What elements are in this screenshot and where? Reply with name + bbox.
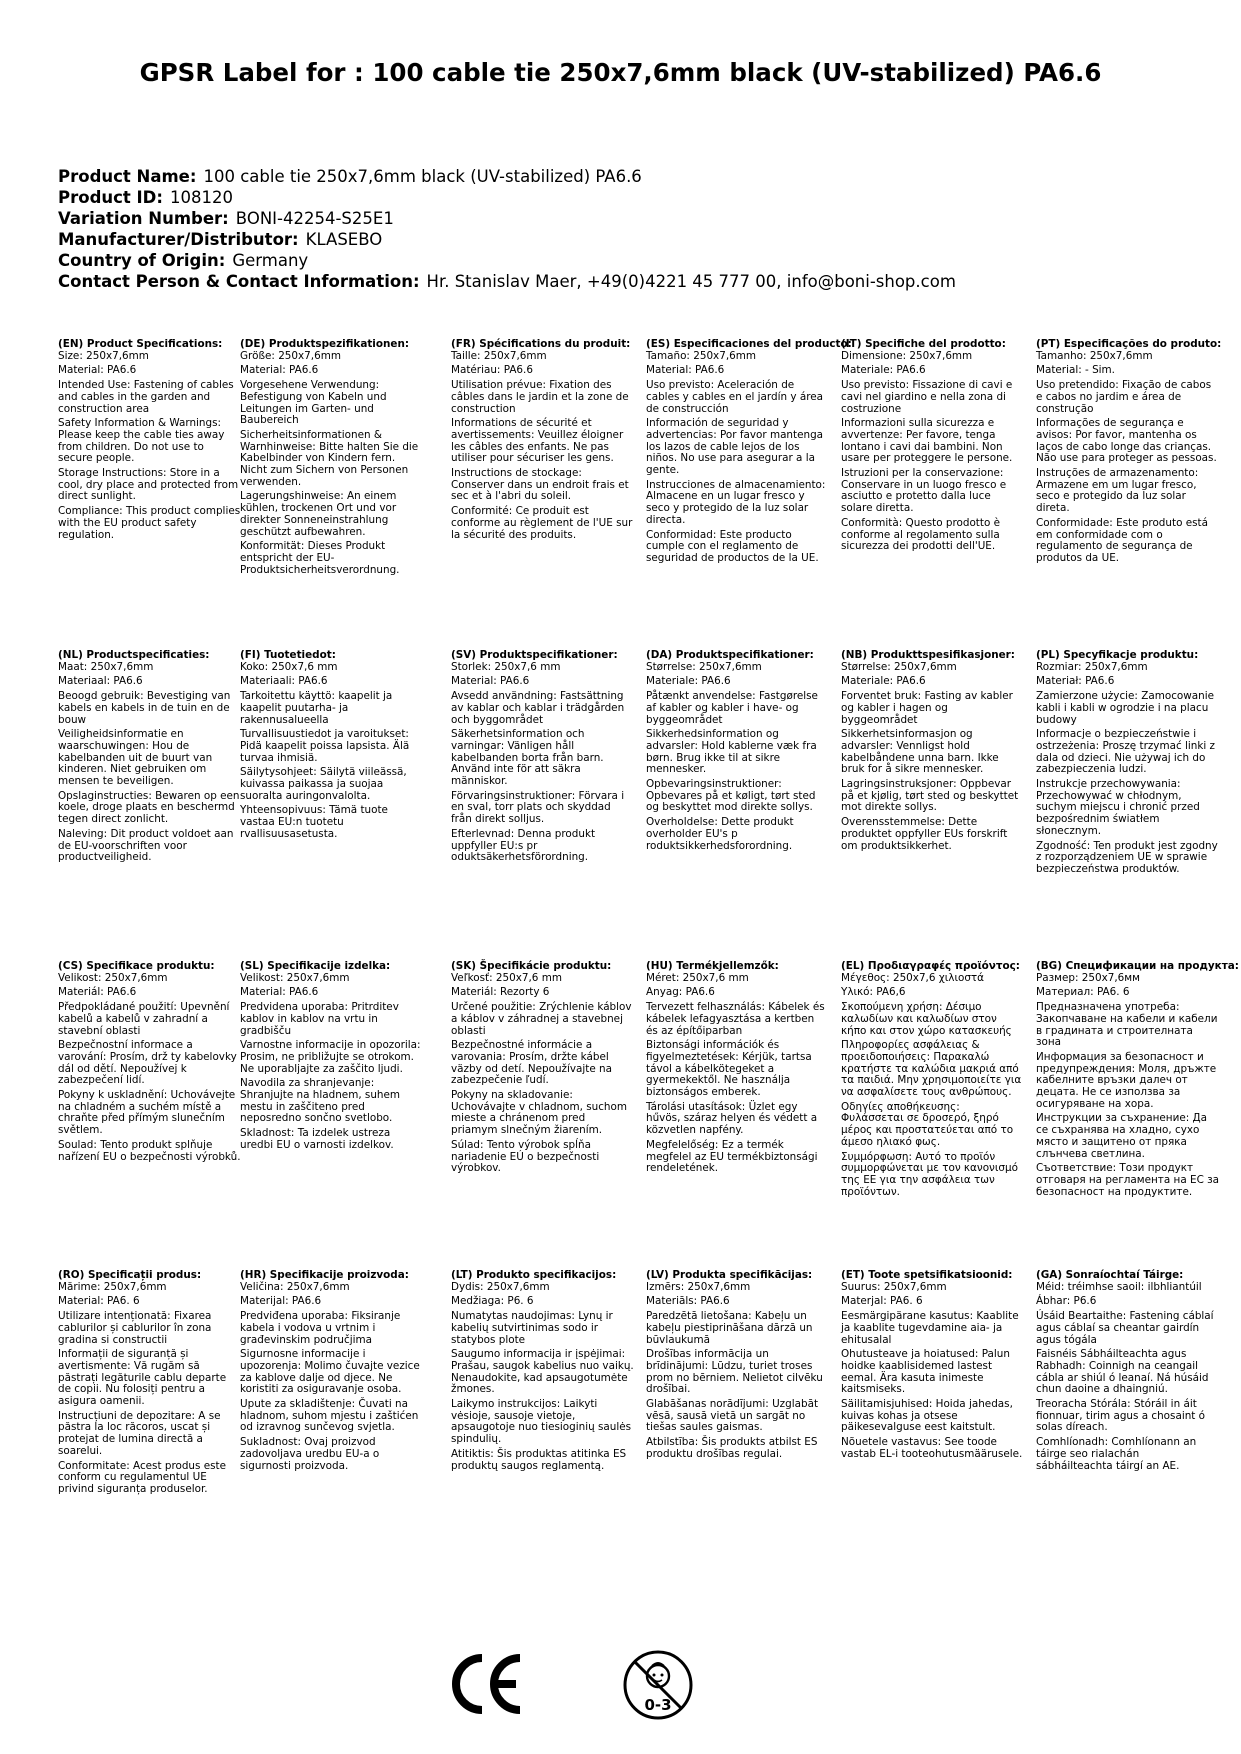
spec-line: Bezpečnostní informace a varování: Prosím, drž ty kabelovky dál od dětí. Nepoužívej k zabezpečení lidí. — [58, 1039, 237, 1087]
spec-line: Съответствие: Този продукт отговаря на регламента на ЕС за безопасност на продуктите. — [1036, 1162, 1220, 1198]
spec-line: Størrelse: 250x7,6mm — [841, 660, 957, 673]
spec-line: Instrukcje przechowywania: Przechowywać w chłodnym, suchym miejscu i chronić przed bezpośrednim światłem słonecznym. — [1036, 778, 1200, 837]
spec-line: Drošības informācija un brīdinājumi: Lūdzu, turiet troses prom no bērniem. Nelietot cilvēku drošībai. — [646, 1348, 823, 1396]
spec-line: Atbilstība: Šis produkts atbilst ES produktu drošības regulai. — [646, 1436, 818, 1460]
spec-line: Materiale: PA6.6 — [841, 364, 926, 377]
info-value: 100 cable tie 250x7,6mm black (UV-stabilized) PA6.6 — [203, 167, 642, 186]
spec-line: Opslaginstructies: Bewaren op een koele, droge plaats en beschermd tegen direct zonlicht. — [58, 789, 240, 826]
spec-heading: (ET) Toote spetsifikatsioonid: — [841, 1269, 1013, 1281]
spec-line: Säilitamisjuhised: Hoida jahedas, kuivas kohas ja otsese päikesevalguse eest kaitstult. — [841, 1398, 1013, 1434]
spec-line: Material: PA6.6 — [646, 364, 725, 377]
spec-line: Ohutusteave ja hoiatused: Palun hoidke kaablisidemed lastest eemal. Ära kasuta inimeste kaitsmiseks. — [841, 1348, 1010, 1396]
spec-line: Naleving: Dit product voldoet aan de EU-voorschriften voor productveiligheid. — [58, 827, 234, 864]
spec-line: Istruzioni per la conservazione: Conservare in un luogo fresco e asciutto e protetto dalla luce solare diretta. — [841, 467, 1007, 515]
spec-section — [58, 961, 241, 1166]
spec-line: Sigurnosne informacije i upozorenja: Molimo čuvajte vezice za kablove dalje od djece. Ne koristiti za osiguravanje osoba. — [240, 1348, 420, 1396]
spec-section — [58, 1270, 241, 1499]
spec-line: Biztonsági információk és figyelmeztetések: Kérjük, tartsa távol a kábelkötegeket a gyermekektől. Ne használja biztonságos emberek. — [646, 1039, 812, 1099]
spec-line: Mărime: 250x7,6mm — [58, 1280, 167, 1293]
spec-line: Overensstemmelse: Dette produktet oppfyller EUs forskrift om produktsikkerhet. — [841, 816, 1008, 852]
spec-heading: (GA) Sonraíochtaí Táirge: — [1036, 1269, 1184, 1281]
info-label: Variation Number: — [58, 209, 229, 228]
spec-line: Skladnost: Ta izdelek ustreza uredbi EU o varnosti izdelkov. — [240, 1127, 394, 1151]
spec-section — [841, 1270, 1024, 1464]
spec-line: Información de seguridad y advertencias: Por favor mantenga los lazos de cable lejos de los niños. No use para asegurar a la gente. — [646, 417, 824, 477]
spec-line: Ábhar: P6.6 — [1036, 1295, 1097, 1308]
spec-line: Veličina: 250x7,6mm — [240, 1280, 350, 1293]
info-row-product-id — [58, 187, 956, 208]
spec-line: Sikkerhetsinformasjon og advarsler: Vennligst hold kabelbåndene unna barn. Ikke bruk for å sikre mennesker. — [841, 728, 999, 776]
spec-line: Säkerhetsinformation och varningar: Vänligen håll kabelbanden borta från barn. Använd inte för att säkra människor. — [451, 728, 604, 788]
info-value: KLASEBO — [305, 230, 383, 249]
spec-heading: (NL) Productspecificaties: — [58, 649, 210, 661]
spec-line: Instrucțiuni de depozitare: A se păstra la loc răcoros, uscat și protejat de lumina directă a soarelui. — [58, 1409, 221, 1457]
spec-line: Nõuetele vastavus: See toode vastab EL-i tooteohutusmäärusele. — [841, 1436, 1023, 1460]
spec-line: Conformidade: Este produto está em conformidade com o regulamento de segurança de produtos da UE. — [1036, 516, 1208, 564]
spec-line: Συμμόρφωση: Αυτό το προϊόν συμμορφώνεται με τον κανονισμό της ΕΕ για την ασφάλεια των προϊόντων. — [841, 1150, 1018, 1198]
spec-line: Informazioni sulla sicurezza e avvertenze: Per favore, tenga lontano i cavi dai bambini. Non usare per proteggere le persone. — [841, 417, 1013, 465]
spec-line: Tamanho: 250x7,6mm — [1036, 349, 1153, 362]
spec-line: Určené použitie: Zrýchlenie káblov a káblov v záhradnej a stavebnej oblasti — [451, 1001, 632, 1037]
spec-line: Rozmiar: 250x7,6mm — [1036, 660, 1148, 673]
info-value: Hr. Stanislav Maer, +49(0)4221 45 777 00, info@boni-shop.com — [426, 272, 956, 291]
spec-line: Informații de siguranță și avertismente: Vă rugăm să păstrați legăturile cablu departe de copii. Nu folosiți pentru a asigura oamenii. — [58, 1348, 227, 1408]
spec-line: Numatytas naudojimas: Lynų ir kabelių sutvirtinimas sodo ir statybos plote — [451, 1310, 613, 1346]
spec-line: Faisnéis Sábháilteachta agus Rabhadh: Coinnigh na ceangail cábla ar shiúl ó leanaí. Ná húsáid chun daoine a dhaingniú. — [1036, 1348, 1209, 1396]
spec-line: Intended Use: Fastening of cables and cables in the garden and construction area — [58, 379, 234, 415]
spec-line: Méret: 250x7,6 mm — [646, 971, 749, 984]
spec-line: Instructions de stockage: Conserver dans un endroit frais et sec et à l'abri du soleil. — [451, 467, 629, 503]
spec-line: Materiál: Rezorty 6 — [451, 986, 550, 999]
spec-line: Efterlevnad: Denna produkt uppfyller EU:s pr oduktsäkerhetsförordning. — [451, 827, 596, 864]
spec-line: Matériau: PA6.6 — [451, 364, 533, 377]
spec-line: Materiaali: PA6.6 — [240, 675, 328, 688]
spec-line: Materiale: PA6.6 — [646, 675, 731, 688]
spec-line: Conformità: Questo prodotto è conforme al regolamento sulla sicurezza dei prodotti dell'UE. — [841, 516, 1001, 553]
spec-line: Material: - Sim. — [1036, 364, 1115, 377]
spec-line: Uso pretendido: Fixação de cabos e cabos no jardim e área de construção — [1036, 379, 1212, 415]
spec-line: Material: PA6.6 — [58, 364, 137, 377]
spec-line: Påtænkt anvendelse: Fastgørelse af kabler og kabler i have- og byggeområdet — [646, 690, 818, 726]
spec-section — [451, 961, 634, 1178]
info-value: BONI-42254-S25E1 — [235, 209, 394, 228]
page-title: GPSR Label for : 100 cable tie 250x7,6mm black (UV-stabilized) PA6.6 — [139, 58, 1102, 87]
spec-line: Υλικό: PA6,6 — [841, 986, 906, 999]
spec-line: Predvidena uporaba: Pritrditev kablov in kablov na vrtu in gradbišču — [240, 1001, 399, 1037]
spec-line: Utilizare intenționată: Fixarea cablurilor și cablurilor în zona gradina si constructii — [58, 1310, 212, 1346]
spec-line: Veiligheidsinformatie en waarschuwingen: Hou de kabelbanden uit de buurt van kinderen. Niet gebruiken om mensen te beveiligen. — [58, 728, 213, 788]
spec-line: Turvallisuustiedot ja varoitukset: Pidä kaapelit poissa lapsista. Älä turvaa ihmisiä. — [240, 728, 410, 764]
spec-heading: (PL) Specyfikacje produktu: — [1036, 649, 1199, 661]
spec-line: Koko: 250x7,6 mm — [240, 660, 338, 673]
spec-heading: (FR) Spécifications du produit: — [451, 338, 631, 350]
certification-logos — [0, 1648, 1241, 1728]
spec-heading: (NB) Produkttspesifikasjoner: — [841, 649, 1015, 661]
spec-section — [240, 961, 423, 1155]
spec-section — [58, 339, 241, 544]
spec-line: Compliance: This product complies with the EU product safety regulation. — [58, 505, 241, 541]
spec-line: Förvaringsinstruktioner: Förvara i en sval, torr plats och skyddad från direkt solljus. — [451, 789, 625, 826]
spec-line: Dimensione: 250x7,6mm — [841, 349, 973, 362]
spec-section — [58, 650, 241, 867]
spec-line: Veľkosť: 250x7,6 mm — [451, 971, 562, 984]
spec-line: Storlek: 250x7,6 mm — [451, 660, 561, 673]
spec-line: Μέγεθος: 250x7,6 χιλιοστά — [841, 971, 985, 984]
spec-section — [1036, 1270, 1219, 1475]
spec-heading: (DA) Produktspecifikationer: — [646, 649, 814, 661]
spec-line: Size: 250x7,6mm — [58, 349, 149, 362]
spec-section — [1036, 338, 1222, 568]
spec-line: Úsáid Beartaithe: Fastening cáblaí agus cáblaí sa cheantar gairdín agus tógála — [1036, 1310, 1214, 1346]
spec-section — [240, 1270, 423, 1475]
spec-section — [1036, 960, 1239, 1201]
product-info — [58, 166, 956, 292]
spec-section — [646, 338, 852, 568]
spec-heading: (RO) Specificații produs: — [58, 1269, 202, 1281]
spec-line: Instrucciones de almacenamiento: Almacene en un lugar fresco y seco y protegido de la luz solar directa. — [646, 478, 826, 526]
spec-line: Safety Information & Warnings: Please keep the cable ties away from children. Do not use to secure people. — [58, 417, 225, 465]
spec-line: Předpokládané použití: Upevnění kabelů a kabelů v zahradní a stavební oblasti — [58, 1001, 230, 1037]
spec-line: Comhlíonadh: Comhlíonann an táirge seo rialachán sábháilteachta táirgí an AE. — [1036, 1436, 1197, 1472]
spec-line: Tamaño: 250x7,6mm — [646, 349, 756, 362]
spec-line: Materiał: PA6.6 — [1036, 675, 1115, 688]
spec-section — [451, 1270, 634, 1475]
spec-line: Material: PA6.6 — [240, 364, 319, 377]
spec-line: Größe: 250x7,6mm — [240, 349, 341, 362]
info-label: Country of Origin: — [58, 251, 226, 270]
spec-line: Sukladnost: Ovaj proizvod zadovoljava uredbu EU-a o sigurnosti proizvoda. — [240, 1436, 380, 1472]
spec-heading: (EN) Product Specifications: — [58, 338, 223, 350]
spec-line: Dydis: 250x7,6mm — [451, 1280, 550, 1293]
info-value: 108120 — [169, 188, 233, 207]
spec-line: Suurus: 250x7,6mm — [841, 1280, 947, 1293]
info-row-contact — [58, 271, 956, 292]
spec-line: Materiale: PA6.6 — [841, 675, 926, 688]
spec-line: Πληροφορίες ασφάλειας & προειδοποιήσεις: Παρακαλώ κρατήστε τα καλώδια μακριά από τα παιδιά. Μην χρησιμοποιείτε για να ασφαλίσετε τους ανθρώπους. — [841, 1039, 1022, 1099]
spec-line: Materiál: PA6.6 — [58, 986, 137, 999]
spec-heading: (DE) Produktspezifikationen: — [240, 338, 409, 350]
spec-line: Материал: PA6. 6 — [1036, 986, 1130, 999]
spec-line: Tárolási utasítások: Üzlet egy hűvös, száraz helyen és védett a közvetlen napfény. — [646, 1100, 818, 1137]
spec-line: Storage Instructions: Store in a cool, dry place and protected from direct sunlight. — [58, 467, 239, 503]
spec-line: Maat: 250x7,6mm — [58, 660, 154, 673]
spec-line: Materijal: PA6.6 — [240, 1295, 322, 1308]
spec-section — [841, 961, 1024, 1201]
spec-line: Paredzētā lietošana: Kabeļu un kabeļu piestiprināšana dārzā un būvlaukumā — [646, 1310, 813, 1346]
spec-heading: (IT) Specifiche del prodotto: — [841, 338, 1006, 350]
spec-line: Uso previsto: Aceleración de cables y cables en el jardín y área de construcción — [646, 379, 823, 415]
spec-line: Οδηγίες αποθήκευσης: Φυλάσσεται σε δροσερό, ξηρό μέρος και προστατεύεται από το άμεσο ηλιακό φως. — [841, 1100, 1014, 1148]
spec-line: Konformität: Dieses Produkt entspricht der EU-Produktsicherheitsverordnung. — [240, 540, 400, 576]
spec-line: Conformidad: Este producto cumple con el reglamento de seguridad de productos de la UE. — [646, 528, 819, 564]
spec-line: Zgodność: Ten produkt jest zgodny z rozporządzeniem UE w sprawie bezpieczeństwa produktów. — [1036, 839, 1218, 875]
spec-line: Lagringsinstruksjoner: Oppbevar på et kjølig, tørt sted og beskyttet mot direkte sollys. — [841, 778, 1019, 814]
spec-line: Informacje o bezpieczeństwie i ostrzeżenia: Proszę trzymać linki z dala od dzieci. Nie używaj ich do zabezpieczenia ludzi. — [1036, 728, 1215, 776]
spec-line: Saugumo informacija ir įspėjimai: Prašau, saugok kabelius nuo vaikų. Nenaudokite, kad apsaugotumėte žmones. — [451, 1348, 634, 1396]
spec-line: Tervezett felhasználás: Kábelek és kábelek lefagyasztása a kertben és az építőiparban — [646, 1001, 825, 1037]
spec-line: Soulad: Tento produkt splňuje nařízení EU o bezpečnosti výrobků. — [58, 1138, 241, 1163]
spec-line: Conformité: Ce produit est conforme au règlement de l'UE sur la sécurité des produits. — [451, 505, 633, 541]
spec-line: Eesmärgipärane kasutus: Kaablite ja kaablite tugevdamine aia- ja ehitusalal — [841, 1310, 1019, 1346]
spec-line: Material: PA6.6 — [240, 986, 319, 999]
spec-line: Materiaal: PA6.6 — [58, 675, 143, 688]
spec-line: Bezpečnostné informácie a varovania: Prosím, držte kábel väzby od detí. Nepoužívajte na zabezpečenie ľudí. — [451, 1039, 612, 1087]
spec-line: Lagerungshinweise: An einem kühlen, trockenen Ort und vor direkter Sonneneinstrahlung geschützt aufbewahren. — [240, 490, 397, 538]
spec-line: Opbevaringsinstruktioner: Opbevares på et køligt, tørt sted og beskyttet mod direkte sollys. — [646, 778, 816, 814]
info-row-manufacturer — [58, 229, 956, 250]
spec-heading: (FI) Tuotetiedot: — [240, 649, 336, 661]
spec-line: Zamierzone użycie: Zamocowanie kabli i kabli w ogrodzie i na placu budowy — [1036, 690, 1215, 726]
spec-line: Utilisation prévue: Fixation des câbles dans le jardin et la zone de construction — [451, 379, 629, 415]
spec-line: Yhteensopivuus: Tämä tuote vastaa EU:n tuotetu rvallisuusasetusta. — [240, 804, 388, 840]
spec-line: Varnostne informacije in opozorila: Prosim, ne približujte se otrokom. Ne uporabljajte za zaščito ljudi. — [240, 1039, 421, 1075]
spec-line: Инструкции за съхранение: Да се съхранява на хладно, сухо място и защитено от пряка слънчева светлина. — [1036, 1112, 1208, 1160]
info-row-product-name — [58, 166, 956, 187]
spec-line: Forventet bruk: Fasting av kabler og kabler i hagen og byggeområdet — [841, 690, 1013, 726]
spec-line: Izmērs: 250x7,6mm — [646, 1280, 751, 1293]
spec-heading: (PT) Especificações do produto: — [1036, 338, 1222, 350]
spec-line: Informations de sécurité et avertissements: Veuillez éloigner les câbles des enfants. Ne pas utiliser pour sécuriser les gens. — [451, 417, 624, 465]
info-value: Germany — [232, 251, 309, 270]
spec-line: Predviđena uporaba: Fiksiranje kabela i vodova u vrtnim i građevinskim područjima — [240, 1310, 401, 1346]
spec-line: Pokyny k uskladnění: Uchovávejte na chladném a suchém místě a chraňte před přímým slunečním světlem. — [58, 1089, 236, 1137]
spec-line: Pokyny na skladovanie: Uchovávajte v chladnom, suchom mieste a chránenom pred priamym slnečným žiarením. — [451, 1089, 627, 1137]
spec-line: Uso previsto: Fissazione di cavi e cavi nel giardino e nella zona di costruzione — [841, 379, 1013, 415]
spec-line: Размер: 250x7,6мм — [1036, 971, 1140, 984]
spec-line: Tarkoitettu käyttö: kaapelit ja kaapelit puutarha- ja rakennusalueella — [240, 690, 393, 726]
spec-heading: (EL) Προδιαγραφές προϊόντος: — [841, 960, 1020, 972]
spec-line: Material: PA6. 6 — [58, 1295, 140, 1308]
spec-section — [451, 339, 634, 544]
info-label: Product Name: — [58, 167, 197, 186]
spec-heading: (SV) Produktspecifikationer: — [451, 649, 618, 661]
info-label: Contact Person & Contact Information: — [58, 272, 420, 291]
spec-section — [646, 650, 829, 855]
spec-line: Materiāls: PA6.6 — [646, 1295, 730, 1308]
spec-heading: (SK) Špecifikácie produktu: — [451, 960, 612, 972]
age-range-label: 0-3 — [644, 1696, 672, 1714]
spec-line: Atitiktis: Šis produktas atitinka ES produktų saugos reglamentą. — [451, 1447, 627, 1472]
spec-line: Materjal: PA6. 6 — [841, 1295, 923, 1308]
spec-heading: (LT) Produkto specifikacijos: — [451, 1269, 617, 1281]
spec-line: Предназначена употреба: Закопчаване на кабели и кабели в градината и строителната зона — [1036, 1001, 1218, 1049]
info-label: Manufacturer/Distributor: — [58, 230, 299, 249]
ce-mark-icon — [449, 1650, 525, 1718]
spec-line: Velikost: 250x7,6mm — [240, 971, 350, 984]
spec-line: Σκοπούμενη χρήση: Δέσιμο καλωδίων και καλωδίων στον κήπο και στον χώρο κατασκευής — [841, 1001, 1012, 1037]
info-row-country-of-origin — [58, 250, 956, 271]
spec-line: Информация за безопасност и предупреждения: Моля, дръжте кабелните връзки далеч от децата. Не се използва за осигуряване на хора. — [1036, 1050, 1217, 1110]
spec-heading: (CS) Specifikace produktu: — [58, 960, 215, 972]
spec-line: Informações de segurança e avisos: Por favor, mantenha os laços de cabo longe das crianças. Não use para proteger as pessoas. — [1036, 417, 1217, 465]
spec-line: Glabāšanas norādījumi: Uzglabāt vēsā, sausā vietā un sargāt no tiešas saules gaismas. — [646, 1398, 819, 1434]
spec-line: Material: PA6.6 — [451, 675, 530, 688]
spec-line: Treoracha Stórála: Stóráil in áit fionnuar, tirim agus a chosaint ó solas díreach. — [1036, 1398, 1206, 1434]
spec-heading: (ES) Especificaciones del producto: — [646, 338, 852, 350]
info-row-variation-number — [58, 208, 956, 229]
spec-line: Velikost: 250x7,6mm — [58, 971, 168, 984]
spec-heading: (HU) Termékjellemzők: — [646, 960, 779, 972]
spec-section — [841, 650, 1024, 855]
spec-line: Instruções de armazenamento: Armazene em um lugar fresco, seco e protegido da luz solar direta. — [1036, 467, 1199, 515]
spec-line: Conformitate: Acest produs este conform cu regulamentul UE privind siguranța produselor. — [58, 1459, 227, 1495]
spec-line: Säilytysohjeet: Säilytä viileässä, kuivassa paikassa ja suojaa suoralta auringonvalolta. — [240, 766, 407, 802]
spec-line: Sikkerhedsinformation og advarsler: Hold kablerne væk fra børn. Brug ikke til at sikre mennesker. — [646, 728, 817, 776]
spec-section — [646, 961, 829, 1178]
spec-section — [646, 1270, 829, 1464]
spec-line: Megfelelőség: Ez a termék megfelel az EU termékbiztonsági rendeletének. — [646, 1138, 818, 1175]
spec-line: Vorgesehene Verwendung: Befestigung von Kabeln und Leitungen im Garten- und Baubereich — [240, 379, 387, 427]
spec-line: Laikymo instrukcijos: Laikyti vėsioje, sausoje vietoje, apsaugotoje nuo tiesioginių saulės spindulių. — [451, 1398, 632, 1446]
spec-heading: (BG) Спецификации на продукта: — [1036, 960, 1239, 972]
spec-line: Sicherheitsinformationen & Warnhinweise: Bitte halten Sie die Kabelbinder von Kindern fern. Nicht zum Sichern von Personen verwenden. — [240, 428, 419, 488]
info-label: Product ID: — [58, 188, 163, 207]
spec-line: Navodila za shranjevanje: Shranjujte na hladnem, suhem mestu in zaščiteno pred neposredno sončno svetlobo. — [240, 1077, 401, 1125]
spec-line: Taille: 250x7,6mm — [451, 349, 547, 362]
spec-heading: (HR) Specifikacije proizvoda: — [240, 1269, 409, 1281]
spec-section — [1036, 650, 1219, 879]
spec-heading: (SL) Specifikacije izdelka: — [240, 960, 391, 972]
spec-line: Méid: tréimhse saoil: ilbhliantúil — [1036, 1280, 1202, 1293]
spec-line: Beoogd gebruik: Bevestiging van kabels en kabels in de tuin en de bouw — [58, 690, 231, 726]
spec-heading: (LV) Produkta specifikācijas: — [646, 1269, 813, 1281]
spec-section — [451, 650, 634, 867]
spec-line: Størrelse: 250x7,6mm — [646, 660, 762, 673]
spec-section — [841, 339, 1024, 556]
not-for-children-0-3-icon — [621, 1648, 695, 1722]
spec-section — [240, 650, 423, 844]
spec-section — [240, 339, 423, 579]
spec-line: Upute za skladištenje: Čuvati na hladnom, suhom mjestu i zaštićen od izravnog sunčevog svjetla. — [240, 1398, 419, 1434]
spec-line: Anyag: PA6.6 — [646, 986, 715, 999]
spec-line: Medžiaga: P6. 6 — [451, 1295, 534, 1308]
spec-line: Avsedd användning: Fastsättning av kablar och kablar i trädgården och byggområdet — [451, 690, 625, 726]
spec-line: Súlad: Tento výrobok spĺňa nariadenie EÚ o bezpečnosti výrobkov. — [451, 1138, 600, 1175]
spec-line: Overholdelse: Dette produkt overholder EU's p roduktsikkerhedsforordning. — [646, 816, 794, 852]
